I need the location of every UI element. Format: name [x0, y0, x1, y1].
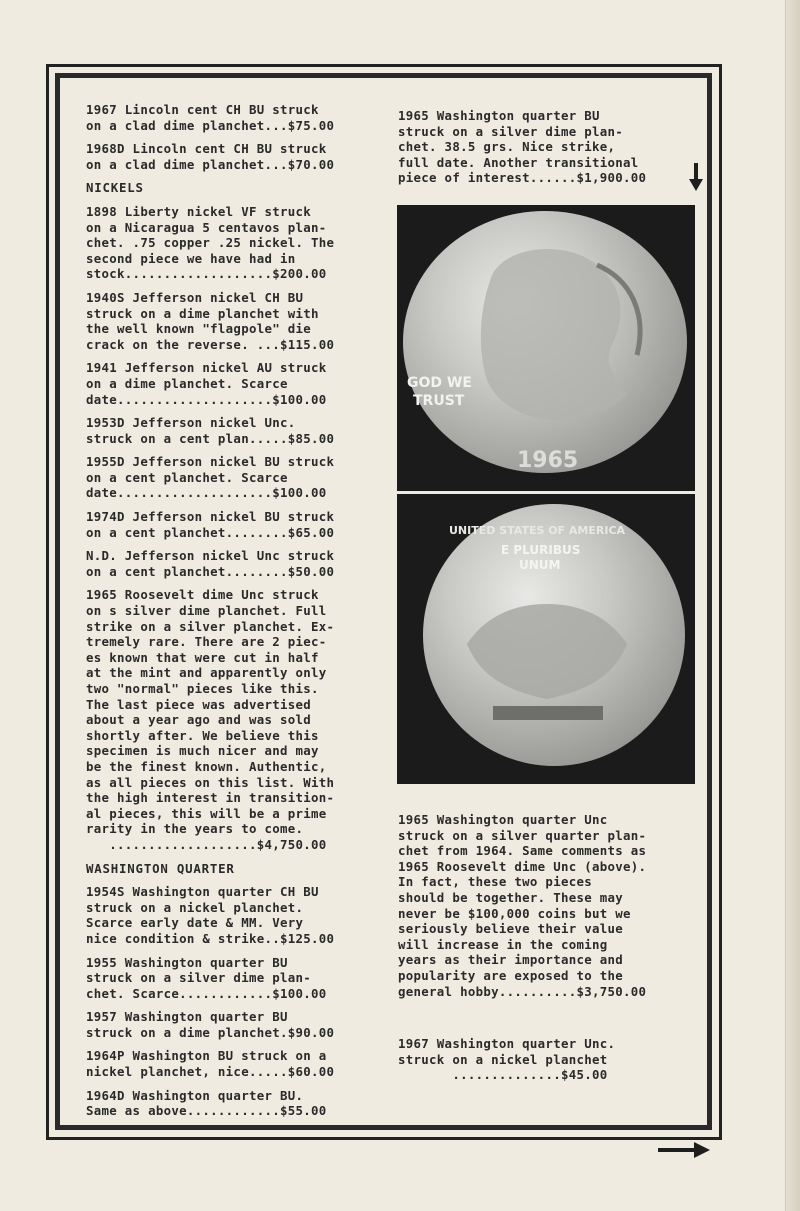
listing-1954s-washington-quarter: 1954S Washington quarter CH BU struck on a nickel planchet. Scarce early date & MM. Very nice condition & strike..$125.00 [86, 884, 335, 946]
listing-1898-liberty-nickel: 1898 Liberty nickel VF struck on a Nicaragua 5 centavos plan- chet. .75 copper .25 nickel. The second piece we have had in stock...................$200.00 [86, 203, 335, 282]
listing-1968d-lincoln-cent: 1968D Lincoln cent CH BU struck on a clad dime planchet...$70.00 [86, 141, 335, 172]
obverse-legend-line-1: GOD WE [407, 375, 472, 391]
coin-photo-reverse [397, 494, 695, 784]
listing-1955d-jefferson-nickel: 1955D Jefferson nickel BU struck on a cent planchet. Scarce date....................$100.00 [86, 454, 335, 501]
right-column-bottom [398, 1036, 698, 1091]
next-page-arrow-icon [658, 1142, 710, 1158]
reverse-legend: UNITED STATES OF AMERICA [449, 524, 626, 537]
listing-nd-jefferson-nickel: N.D. Jefferson nickel Unc struck on a cent planchet........$50.00 [86, 548, 335, 579]
listing-1955-washington-quarter: 1955 Washington quarter BU struck on a silver dime plan- chet. Scarce............$100.00 [86, 954, 327, 1001]
listing-1967-washington-quarter: 1967 Washington quarter Unc. struck on a nickel planchet ..............$45.00 [398, 1036, 616, 1083]
reverse-motto-line-2: UNUM [519, 558, 561, 572]
listing-1974d-jefferson-nickel: 1974D Jefferson nickel BU struck on a cent planchet........$65.00 [86, 509, 335, 540]
listing-1967-lincoln-cent: 1967 Lincoln cent CH BU struck on a clad dime planchet...$75.00 [86, 102, 335, 133]
section-heading-nickels: NICKELS [86, 180, 144, 196]
coin-photo-obverse [397, 205, 695, 491]
left-column [86, 102, 378, 1127]
listing-1941-jefferson-nickel: 1941 Jefferson nickel AU struck on a dime planchet. Scarce date....................$100.00 [86, 360, 327, 407]
right-column-mid [398, 812, 698, 1007]
obverse-date: 1965 [517, 448, 579, 473]
obverse-legend-line-2: TRUST [413, 393, 465, 409]
section-heading-washington-quarter: WASHINGTON QUARTER [86, 860, 235, 876]
listing-1965-washington-quarter-unc: 1965 Washington quarter Unc struck on a silver quarter plan- chet from 1964. Same comments as 1965 Roosevelt dime Unc (above). In fact, these two pieces should be together. These may never be $100,000 coins but we seriously believe their value will increase in the coming years as their importance and popularity are exposed to the general hobby..........$3,750.00 [398, 812, 647, 999]
listing-1965-roosevelt-dime: 1965 Roosevelt dime Unc struck on s silver dime planchet. Full strike on a silver planchet. Ex- tremely rare. There are 2 piec- es known that were cut in half at the mint and apparently only two "normal" pieces like this. The last piece was advertised about a year ago and was sold shortly after. We believe this specimen is much nicer and may be the finest known. Authentic, as all pieces on this list. With the high interest in transition- al pieces, this will be a prime rarity in the years to come. ...................$4,750.00 [86, 587, 335, 852]
listing-1964d-washington-quarter: 1964D Washington quarter BU. Same as above............$55.00 [86, 1087, 327, 1119]
reverse-motto-line-1: E PLURIBUS [501, 543, 581, 557]
listing-1965-washington-quarter-bu: 1965 Washington quarter BU struck on a silver dime plan- chet. 38.5 grs. Nice strike, full date. Another transitional piece of interest......$1,900.00 [398, 108, 647, 186]
down-arrow-icon [688, 163, 704, 191]
right-column-top [398, 108, 698, 194]
listing-1953d-jefferson-nickel: 1953D Jefferson nickel Unc. struck on a cent plan.....$85.00 [86, 415, 335, 446]
listing-1964p-washington-quarter: 1964P Washington BU struck on a nickel planchet, nice.....$60.00 [86, 1048, 335, 1080]
page-edge [785, 0, 800, 1211]
listing-1957-washington-quarter: 1957 Washington quarter BU struck on a dime planchet.$90.00 [86, 1009, 335, 1040]
listing-1940s-jefferson-nickel: 1940S Jefferson nickel CH BU struck on a dime planchet with the well known "flagpole" die crack on the reverse. ...$115.00 [86, 289, 335, 352]
